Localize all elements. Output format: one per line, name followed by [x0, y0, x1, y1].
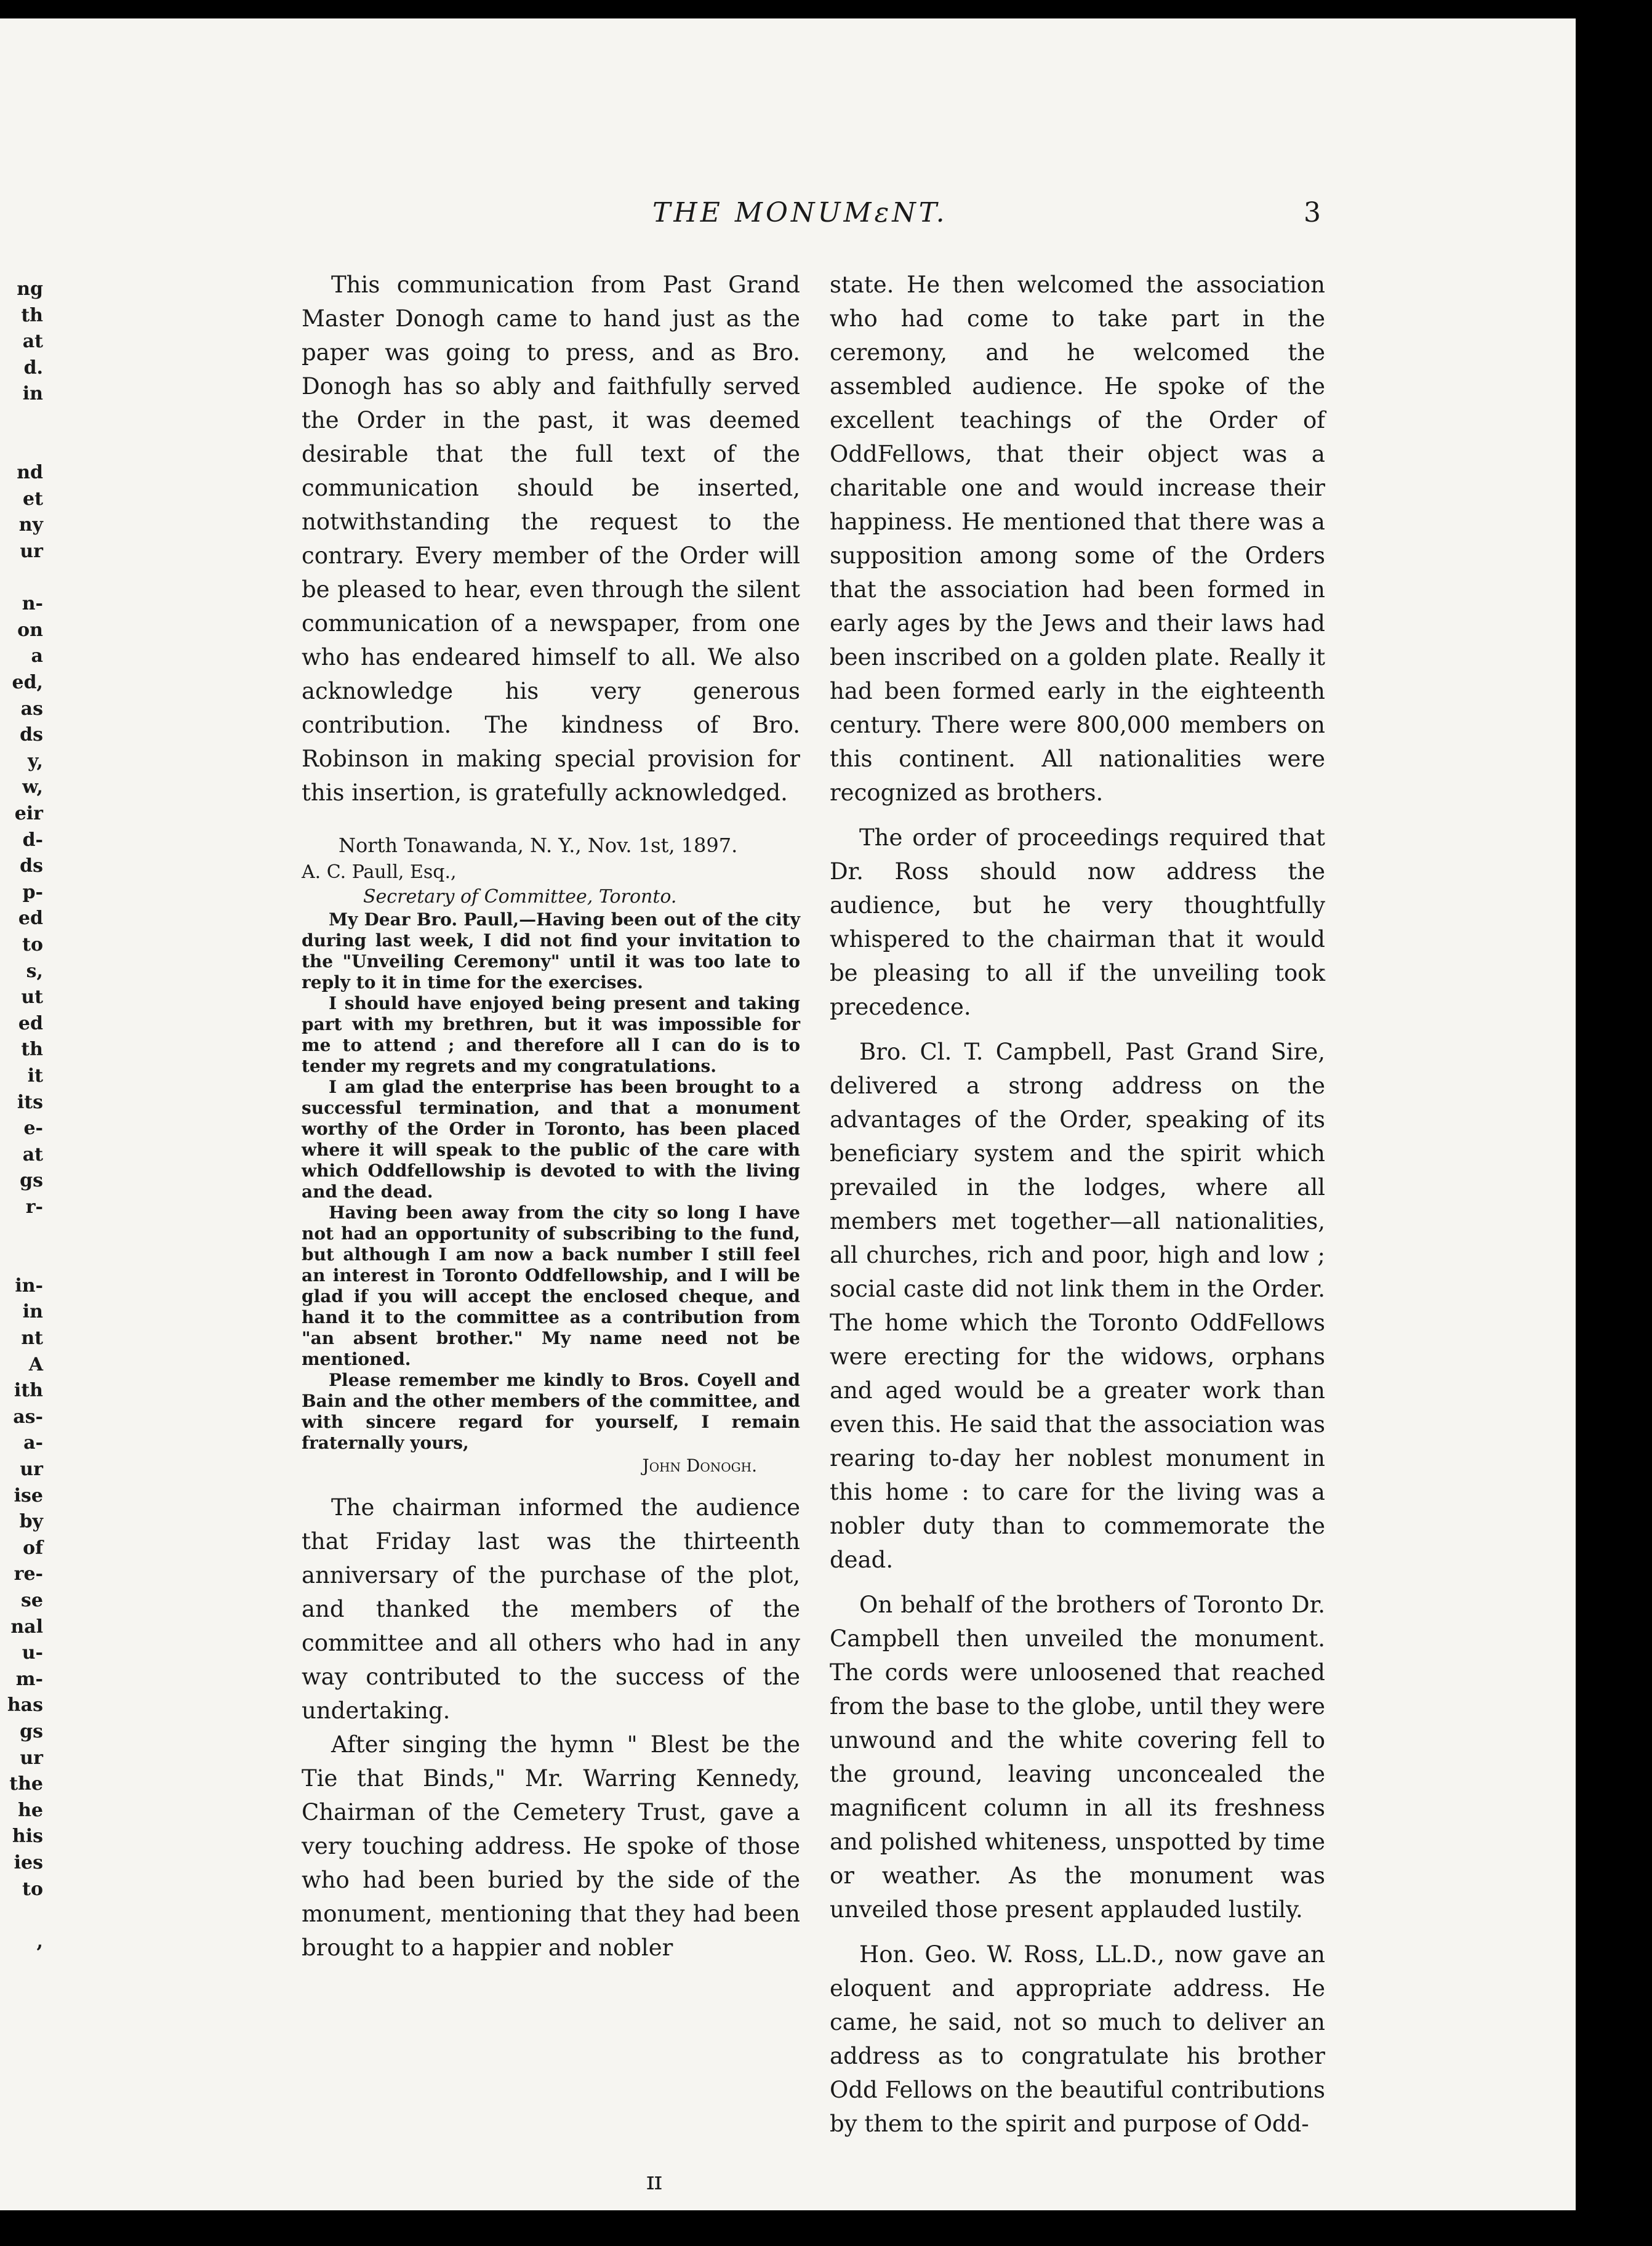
margin-fragment: he	[18, 1799, 43, 1821]
margin-fragment: se	[21, 1590, 43, 1611]
letter-paragraph: Please remember me kindly to Bros. Coyell and Bain and the other members of the committee, and with sincere regard for yourself, I remain fraternally yours,	[302, 1370, 800, 1453]
letter-body	[302, 909, 800, 1454]
margin-fragment: to	[22, 934, 43, 956]
margin-fragment: it	[27, 1065, 43, 1087]
margin-fragment: eir	[14, 803, 43, 824]
margin-fragment: e-	[23, 1117, 43, 1140]
geo-ross-paragraph: Hon. Geo. W. Ross, LL.D., now gave an eloquent and appropriate address. He came, he said, not so much to deliver an address as to congratulate his brother Odd Fellows on the beautiful contributions by them to the spirit and purpose of Odd-	[830, 1941, 1325, 2137]
margin-fragment: a-	[23, 1432, 43, 1454]
margin-fragment: its	[17, 1091, 43, 1113]
letter-paragraph: Having been away from the city so long I have not had an opportunity of subscribing to the fund, but although I am now a back number I still feel an interest in Toronto Oddfellowship, and I will be glad if you will accept the enclosed cheque, and hand it to the committee as a contribution from "an absent brother." My name need not be mentioned.	[302, 1202, 800, 1369]
margin-fragment: ur	[20, 1747, 43, 1769]
margin-fragment: d-	[22, 829, 43, 851]
margin-fragment: his	[12, 1825, 43, 1848]
margin-fragment: ed	[18, 908, 43, 930]
margin-fragment: in-	[15, 1274, 43, 1297]
margin-fragment: th	[21, 304, 43, 326]
margin-fragment: nal	[10, 1616, 43, 1638]
ross-paragraph: The order of proceedings required that Dr. Ross should now address the audience, but he very thoughtfully whispered to the chairman that it would be pleasing to all if the unveiling took precedence.	[830, 824, 1325, 1020]
margin-fragment: in	[22, 383, 43, 405]
margin-fragment: ut	[21, 986, 43, 1008]
margin-fragment: as-	[13, 1406, 43, 1428]
margin-fragment: a	[31, 645, 43, 667]
intro-paragraph: This communication from Past Grand Master Donogh came to hand just as the paper was going to press, and as Bro. Donogh has so ably and faithfully served the Order in the past, it was deemed desirable that the full text of the communication should be inserted, notwithstanding the request to the contrary. Every member of the Order will be pleased to hear, even through the silent communication of a newspaper, from one who has endeared himself to all. We also acknowledge his very generous contribution. The kindness of Bro. Robinson in making special provision for this insertion, is gratefully acknowledged.	[302, 272, 800, 806]
letter	[302, 831, 800, 1478]
margin-fragment: ies	[14, 1852, 43, 1874]
margin-fragment: the	[9, 1773, 43, 1795]
letter-signature: John Donogh.	[642, 1455, 757, 1476]
margin-fragment: at	[22, 331, 43, 353]
margin-fragment: re-	[14, 1563, 43, 1585]
chairman-paragraph: The chairman informed the audience that Friday last was the thirteenth anniversary of the purchase of the plot, and thanked the members of the committee and all others who had in any way contributed to the success of the undertaking.	[302, 1494, 800, 1724]
left-margin-fragments	[0, 18, 44, 2210]
margin-fragment: ed,	[12, 672, 43, 693]
margin-fragment: of	[23, 1537, 43, 1559]
letter-paragraph: I am glad the enterprise has been brought to a successful termination, and that a monument worthy of the Order in Toronto, has been placed where it will speak to the public of the care with which Oddfellowship is devoted to with the living and the dead.	[302, 1077, 800, 1202]
column-right	[830, 268, 1325, 2141]
margin-fragment: nd	[17, 462, 43, 484]
margin-fragment: d.	[23, 356, 43, 379]
margin-fragment: ds	[20, 724, 43, 746]
column-left	[302, 268, 800, 1965]
margin-fragment: y,	[27, 750, 43, 772]
margin-fragment: ur	[20, 541, 43, 562]
margin-fragment: gs	[20, 1721, 43, 1742]
margin-fragment: as	[20, 698, 43, 720]
newspaper-page	[0, 18, 1576, 2210]
margin-fragment: n-	[22, 593, 43, 615]
letter-dateline: North Tonawanda, N. Y., Nov. 1st, 1897.	[339, 834, 738, 857]
letter-addressee: A. C. Paull, Esq.,	[302, 861, 457, 883]
margin-fragment: ur	[20, 1459, 43, 1480]
margin-fragment: u-	[22, 1642, 43, 1664]
letter-paragraph: I should have enjoyed being present and taking part with my brethren, but it was impossible for me to attend ; and therefore all I can do is to tender my regrets and my congratulations.	[302, 993, 800, 1076]
margin-fragment: ng	[17, 278, 43, 300]
margin-fragment: m-	[15, 1668, 43, 1690]
margin-fragment: has	[7, 1694, 43, 1717]
margin-fragment: th	[21, 1039, 43, 1061]
margin-fragment: to	[22, 1878, 43, 1900]
margin-fragment: nt	[21, 1327, 43, 1349]
margin-fragment: ny	[18, 514, 43, 536]
bottom-mark: ɪɪ	[646, 2167, 662, 2196]
margin-fragment: ed	[18, 1012, 43, 1034]
running-title: THE MONUMɛNT.	[652, 197, 948, 228]
margin-fragment: gs	[20, 1170, 43, 1192]
unveiled-paragraph: On behalf of the brothers of Toronto Dr. Campbell then unveiled the monument. The cords were unloosened that reached from the base to the globe, until they were unwound and the white covering fell to the ground, leaving unconcealed the magnificent column in all its freshness and polished whiteness, unspotted by time or weather. As the monument was unveiled those present applauded lustily.	[830, 1592, 1325, 1923]
page-number: 3	[1304, 197, 1321, 228]
margin-fragment: r-	[25, 1196, 43, 1218]
margin-fragment: at	[22, 1143, 43, 1165]
continuation-paragraph: state. He then welcomed the association who had come to take part in the ceremony, and he welcomed the assembled audience. He spoke of the excellent teachings of the Order of OddFellows, that their object was a charitable one and would increase their happiness. He mentioned that there was a supposition among some of the Orders that the association had been formed in early ages by the Jews and their laws had been inscribed on a golden plate. Really it had been formed early in the eighteenth century. There were 800,000 members on this continent. All nationalities were recognized as brothers.	[830, 272, 1325, 806]
letter-paragraph: My Dear Bro. Paull,—Having been out of the city during last week, I did not find your invitation to the "Unveiling Ceremony" until it was too late to reply to it in time for the exercises.	[302, 909, 800, 992]
hymn-paragraph: After singing the hymn " Blest be the Tie that Binds," Mr. Warring Kennedy, Chairman of the Cemetery Trust, gave a very touching address. He spoke of those who had been buried by the side of the monument, mentioning that they had been brought to a happier and nobler	[302, 1731, 800, 1961]
campbell-paragraph: Bro. Cl. T. Campbell, Past Grand Sire, delivered a strong address on the advantages of the Order, speaking of its beneficiary system and the spirit which prevailed in the lodges, where all members met together—all nationalities, all churches, rich and poor, high and low ; social caste did not link them in the Order. The home which the Toronto OddFellows were erecting for the widows, orphans and aged would be a greater work than even this. He said that the association was rearing to-day her noblest monument in this home : to care for the living was a nobler duty than to commemorate the dead.	[830, 1039, 1325, 1573]
margin-fragment: in	[22, 1301, 43, 1323]
margin-fragment: et	[23, 488, 43, 510]
margin-fragment: ith	[14, 1380, 43, 1402]
margin-fragment: s,	[26, 960, 43, 982]
margin-fragment: w,	[22, 776, 43, 799]
margin-fragment: on	[17, 619, 43, 641]
margin-fragment: ds	[20, 855, 43, 877]
margin-fragment: ,	[36, 1930, 43, 1952]
margin-fragment: ise	[14, 1484, 43, 1507]
letter-addressee-title: Secretary of Committee, Toronto.	[363, 886, 677, 908]
margin-fragment: A	[28, 1353, 43, 1375]
margin-fragment: by	[19, 1511, 43, 1533]
margin-fragment: p-	[22, 881, 43, 903]
